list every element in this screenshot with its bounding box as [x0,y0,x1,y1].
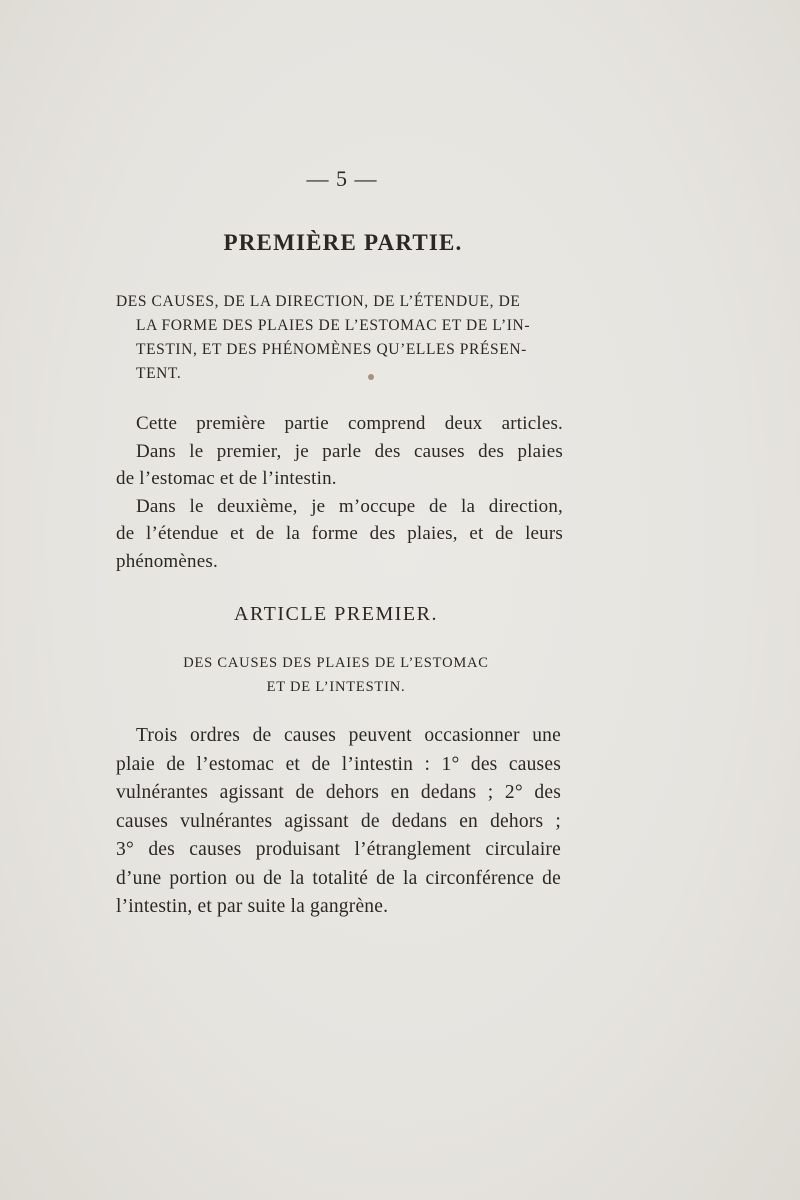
article-body-line: d’une portion ou de la totalité de la circonférence de [116,867,561,889]
intro-line: de l’estomac et de l’intestin. [116,468,337,489]
intro-line: phénomènes. [116,550,218,572]
part-subtitle-line: TESTIN, ET DES PHÉNOMÈNES QU’ELLES PRÉSEN- [136,341,527,358]
part-subtitle-line: TENT. [136,365,182,382]
article-body-line: l’intestin, et par suite la gangrène. [116,896,389,917]
part-subtitle [116,290,566,386]
part-subtitle-line: DES CAUSES, DE LA DIRECTION, DE L’ÉTENDUE, DE [116,293,521,310]
article-body-line: Trois ordres de causes peuvent occasionner une [136,725,561,746]
part-title: PREMIÈRE PARTIE. [223,230,463,255]
article-body-line: 3° des causes produisant l’étranglement circulaire [116,839,561,860]
article-body-line: vulnérantes agissant de dehors en dedans ; 2° des [116,782,561,803]
ink-speck [368,374,374,380]
article-subtitle [0,651,672,699]
part-subtitle-line: LA FORME DES PLAIES DE L’ESTOMAC ET DE L’IN- [136,317,531,334]
intro-paragraphs [116,410,563,575]
intro-line: Dans le premier, je parle des causes des plaies [136,440,563,462]
intro-line: Dans le deuxième, je m’occupe de la direction, [136,495,563,517]
article-title: ARTICLE PREMIER. [234,603,438,625]
page-number: — 5 — [306,166,378,191]
intro-line: Cette première partie comprend deux articles. [136,413,563,434]
article-subtitle-line: ET DE L’INTESTIN. [266,679,406,695]
intro-line: de l’étendue et de la forme des plaies, et de leurs [116,523,563,544]
article-subtitle-line: DES CAUSES DES PLAIES DE L’ESTOMAC [183,655,489,671]
article-body [116,722,561,922]
article-body-line: causes vulnérantes agissant de dedans en dehors ; [116,810,561,832]
article-body-line: plaie de l’estomac et de l’intestin : 1° des causes [116,753,561,775]
